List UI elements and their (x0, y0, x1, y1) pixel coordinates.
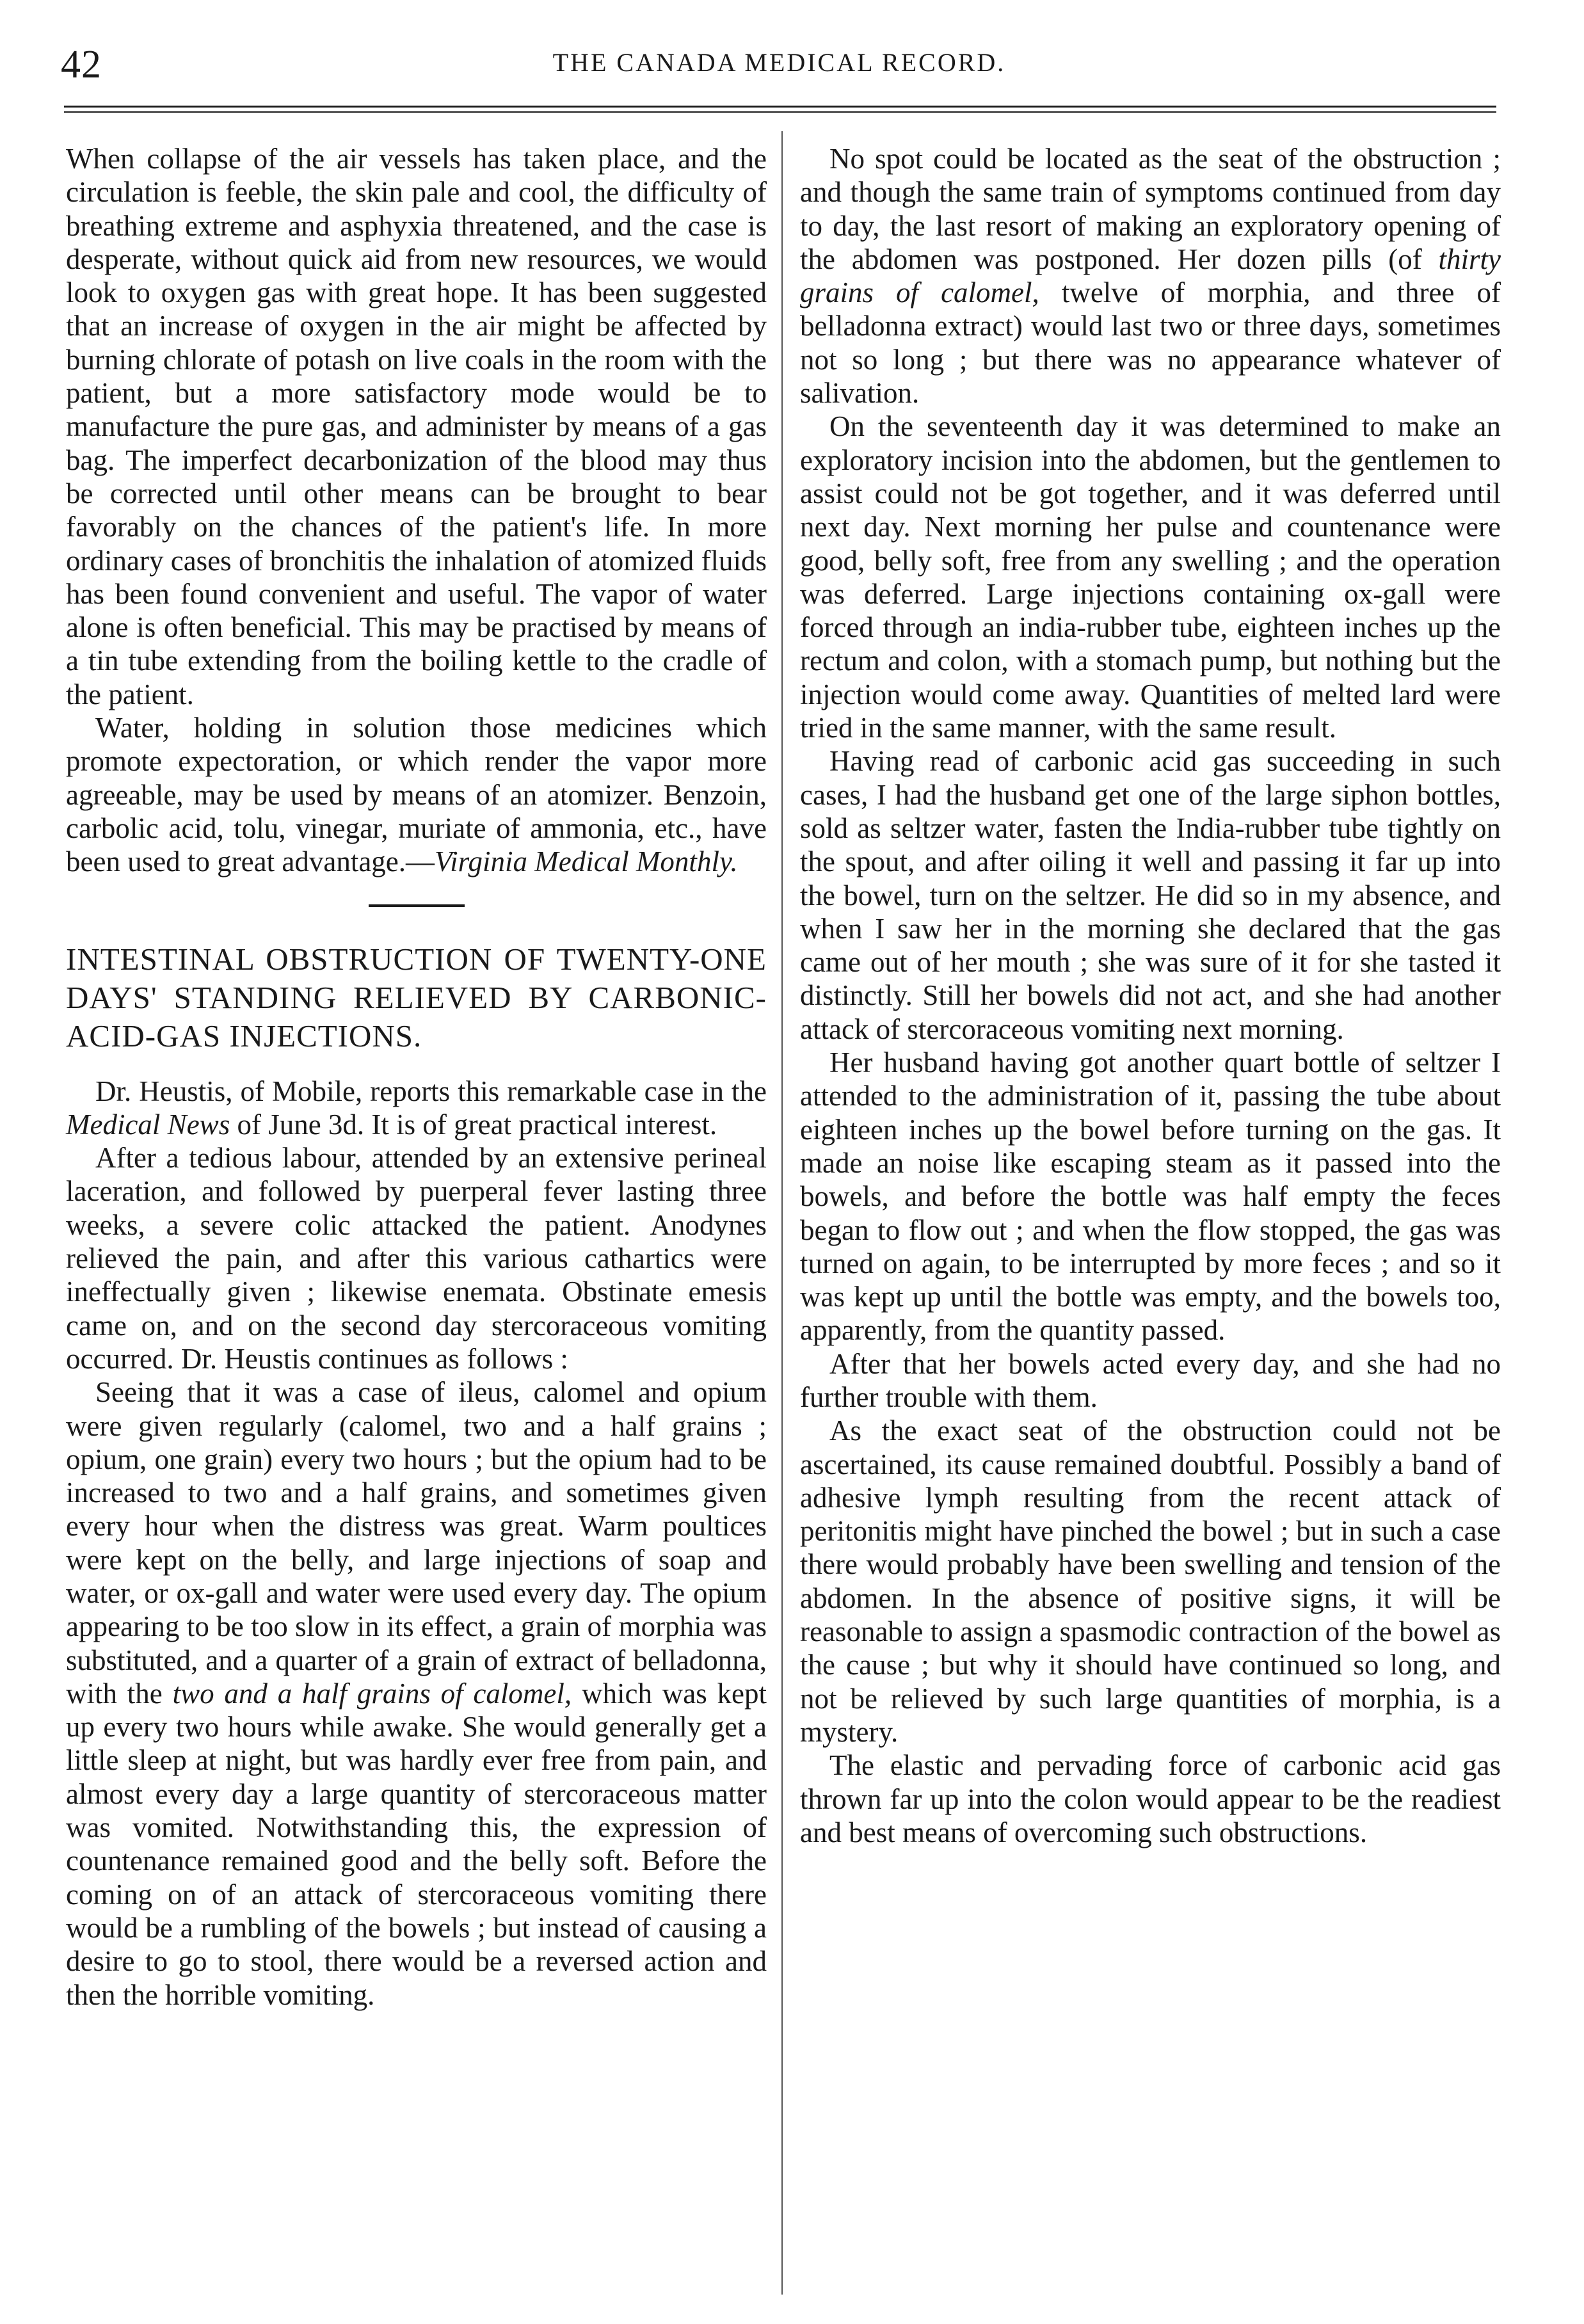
article1-paragraph-2-text: Water, holding in solution those medicines which promote expectoration, or which render the vapor more agreeable, may be used by means of an atomizer. Benzoin, carbolic acid, tolu, vinegar, muriate of ammonia, etc., have been used to great advantage.— (66, 712, 767, 878)
article2-paragraph-1: After a tedious labour, attended by an extensive perineal laceration, and followed by puerperal fever lasting three weeks, a severe colic attacked the patient. Anodynes relieved the pain, and after this various cathartics were ineffectually given ; likewise enemata. Obstinate emesis came on, and on the second day stercoraceous vomiting occurred. Dr. Heustis continues as follows : (66, 1142, 767, 1375)
article2-paragraph-7: After that her bowels acted every day, and she had no further trouble with them. (800, 1347, 1501, 1413)
page-number: 42 (61, 43, 102, 86)
article2-paragraph-2-emphasis: two and a half grains of calomel, (172, 1677, 572, 1710)
section-separator (369, 904, 465, 907)
right-column (800, 142, 1501, 1849)
article2-paragraph-3-emphasis: thirty grains of calomel, (800, 243, 1501, 309)
article1-paragraph-2 (66, 711, 767, 878)
article2-title: INTESTINAL OBSTRUCTION OF TWENTY-ONE DAYS' STANDING RELIEVED BY CARBONIC-ACID-GAS INJECTIONS. (66, 941, 767, 1054)
article1-source: Virginia Medical Monthly. (435, 845, 738, 878)
article2-paragraph-3 (800, 142, 1501, 410)
header-rule-top (64, 106, 1496, 108)
article2-paragraph-2-start (66, 1375, 767, 2012)
article2-intro-journal: Medical News (66, 1108, 230, 1141)
article2-intro-a: Dr. Heustis, of Mobile, reports this remarkable case in the (95, 1075, 767, 1107)
article2-paragraph-2b: which was kept up every two hours while awake. She would generally get a little sleep at night, but was hardly ever free from pain, and almost every day a large quantity of stercoraceous matter was vomited. Notwithstanding this, the expression of countenance remained good and the belly soft. Before the coming on of an attack of stercoraceous vomiting there would be a rumbling of the bowels ; but instead of causing a desire to go to stool, there would be a reversed action and then the horrible vomiting. (66, 1677, 767, 2011)
article2-paragraph-8: As the exact seat of the obstruction could not be ascertained, its cause remained doubtful. Possibly a band of adhesive lymph resulting from the recent attack of peritonitis might have pinched the bowel ; but in such a case there would probably have been swelling and tension of the abdomen. In the absence of positive signs, it will be reasonable to assign a spasmodic contraction of the bowel as the cause ; but why it should have continued so long, and not be relieved by such large quantities of morphia, is a mystery. (800, 1414, 1501, 1748)
article2-paragraph-6: Her husband having got another quart bottle of seltzer I attended to the administration of it, passing the tube about eighteen inches up the bowel before turning on the gas. It made an noise like escaping steam as it passed into the bowels, and before the bottle was half empty the feces began to flow out ; and when the flow stopped, the gas was turned on again, to be interrupted by more feces ; and so it was kept up until the bottle was empty, and the bowels too, apparently, from the quantity passed. (800, 1046, 1501, 1347)
page-header (61, 37, 1498, 88)
article2-paragraph-5: Having read of carbonic acid gas succeeding in such cases, I had the husband get one of the large siphon bottles, sold as seltzer water, fasten the India-rubber tube tightly on the spout, and after oiling it well and passing it far up into the bowel, turn on the seltzer. He did so in my absence, and when I saw her in the morning she declared that the gas came out of her mouth ; she was sure of it for she tasted it distinctly. Still her bowels did not act, and she had another attack of stercoraceous vomiting next morning. (800, 745, 1501, 1045)
header-rule-bottom (64, 111, 1496, 113)
article2-paragraph-2a: Seeing that it was a case of ileus, calomel and opium were given regularly (calomel, two and a half grains ; opium, one grain) every two hours ; but the opium had to be increased to two and a half grains, and sometimes given every hour when the distress was great. Warm poultices were kept on the belly, and large injections of soap and water, or ox-gall and water were used every day. The opium appearing to be too slow in its effect, a grain of morphia was substituted, and a quarter of a grain of extract of belladonna, with the (66, 1376, 767, 1710)
article2-paragraph-9: The elastic and pervading force of carbonic acid gas thrown far up into the colon would appear to be the readiest and best means of overcoming such obstructions. (800, 1749, 1501, 1848)
article2-paragraph-3a: No spot could be located as the seat of the obstruction ; and though the same train of symptoms continued from day to day, the last resort of making an exploratory opening of the abdomen was postponed. Her dozen pills (of (800, 143, 1501, 275)
column-divider (781, 131, 783, 2295)
article2-intro-b: of June 3d. It is of great practical interest. (230, 1108, 717, 1141)
left-column (66, 142, 767, 2012)
article2-paragraph-4: On the seventeenth day it was determined to make an exploratory incision into the abdomen, but the gentlemen to assist could not be got together, and it was deferred until next day. Next morning her pulse and countenance were good, belly soft, free from any swelling ; and the operation was deferred. Large injections containing ox-gall were forced through an india-rubber tube, eighteen inches up the rectum and colon, with a stomach pump, but nothing but the injection would come away. Quantities of melted lard were tried in the same manner, with the same result. (800, 410, 1501, 744)
article2-intro (66, 1075, 767, 1142)
journal-title: THE CANADA MEDICAL RECORD. (552, 48, 1006, 77)
article1-paragraph-1: When collapse of the air vessels has taken place, and the circulation is feeble, the skin pale and cool, the difficulty of breathing extreme and asphyxia threatened, and the case is desperate, without quick aid from new resources, we would look to oxygen gas with great hope. It has been suggested that an increase of oxygen in the air might be affected by burning chlorate of potash on live coals in the room with the patient, but a more satisfactory mode would be to manufacture the pure gas, and administer by means of a gas bag. The imperfect decarbonization of the blood may thus be corrected until other means can be brought to bear favorably on the chances of the patient's life. In more ordinary cases of bronchitis the inhalation of atomized fluids has been found convenient and useful. The vapor of water alone is often beneficial. This may be practised by means of a tin tube extending from the boiling kettle to the cradle of the patient. (66, 143, 767, 710)
article2-paragraph-3b: twelve of morphia, and three of belladonna extract) would last two or three days, sometimes not so long ; but there was no appearance whatever of salivation. (800, 276, 1501, 410)
